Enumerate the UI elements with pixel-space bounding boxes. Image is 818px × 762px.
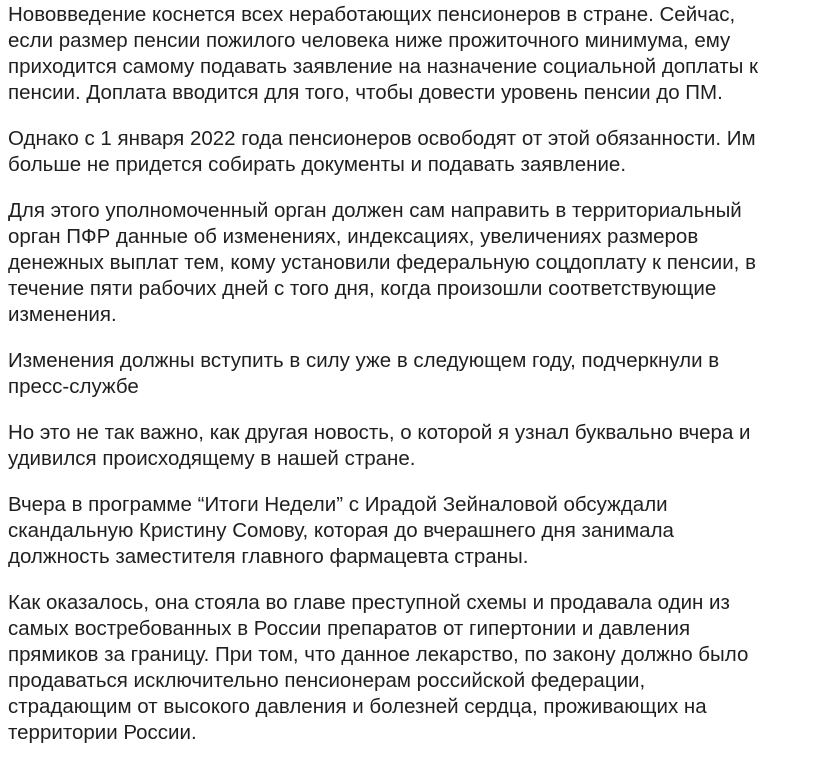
paragraph-line: пресс-службе [8, 375, 139, 398]
paragraph-line: удивился происходящему в нашей стране. [8, 447, 416, 470]
paragraph-line: прямиков за границу. При том, что данное лекарство, по закону должно было [8, 643, 749, 666]
paragraph-line: больше не придется собирать документы и подавать заявление. [8, 153, 627, 176]
paragraph-2 [8, 126, 810, 178]
paragraph-5 [8, 420, 810, 472]
paragraph-line: течение пяти рабочих дней с того дня, когда произошли соответствующие [8, 277, 717, 300]
paragraph-3 [8, 198, 810, 328]
paragraph-line: Нововведение коснется всех неработающих пенсионеров в стране. Сейчас, [8, 3, 736, 26]
paragraph-line: скандальную Кристину Сомову, которая до вчерашнего дня занимала [8, 519, 674, 542]
paragraph-line: самых востребованных в России препаратов от гипертонии и давления [8, 617, 691, 640]
paragraph-line: территории России. [8, 721, 197, 744]
paragraph-line: приходится самому подавать заявление на назначение социальной доплаты к [8, 55, 758, 78]
paragraph-7 [8, 590, 810, 746]
paragraph-line: страдающим от высокого давления и болезней сердца, проживающих на [8, 695, 707, 718]
paragraph-line: продаваться исключительно пенсионерам российской федерации, [8, 669, 646, 692]
paragraph-line: денежных выплат тем, кому установили федеральную соцдоплату к пенсии, в [8, 251, 756, 274]
paragraph-line: пенсии. Доплата вводится для того, чтобы довести уровень пенсии до ПМ. [8, 81, 723, 104]
paragraph-line: Изменения должны вступить в силу уже в следующем году, подчеркнули в [8, 349, 720, 372]
paragraph-line: должность заместителя главного фармацевта страны. [8, 545, 529, 568]
paragraph-line: Как оказалось, она стояла во главе преступной схемы и продавала один из [8, 591, 730, 614]
paragraph-line: если размер пенсии пожилого человека ниже прожиточного минимума, ему [8, 29, 731, 52]
paragraph-line: орган ПФР данные об изменениях, индексациях, увеличениях размеров [8, 225, 699, 248]
paragraph-line: Но это не так важно, как другая новость, о которой я узнал буквально вчера и [8, 421, 751, 444]
paragraph-line: Для этого уполномоченный орган должен сам направить в территориальный [8, 199, 742, 222]
paragraph-line: изменения. [8, 303, 117, 326]
paragraph-line: Однако с 1 января 2022 года пенсионеров освободят от этой обязанности. Им [8, 127, 756, 150]
paragraph-4 [8, 348, 810, 400]
paragraph-6 [8, 492, 810, 570]
paragraph-1 [8, 2, 810, 106]
paragraph-line: Вчера в программе “Итоги Недели” с Ирадой Зейналовой обсуждали [8, 493, 668, 516]
